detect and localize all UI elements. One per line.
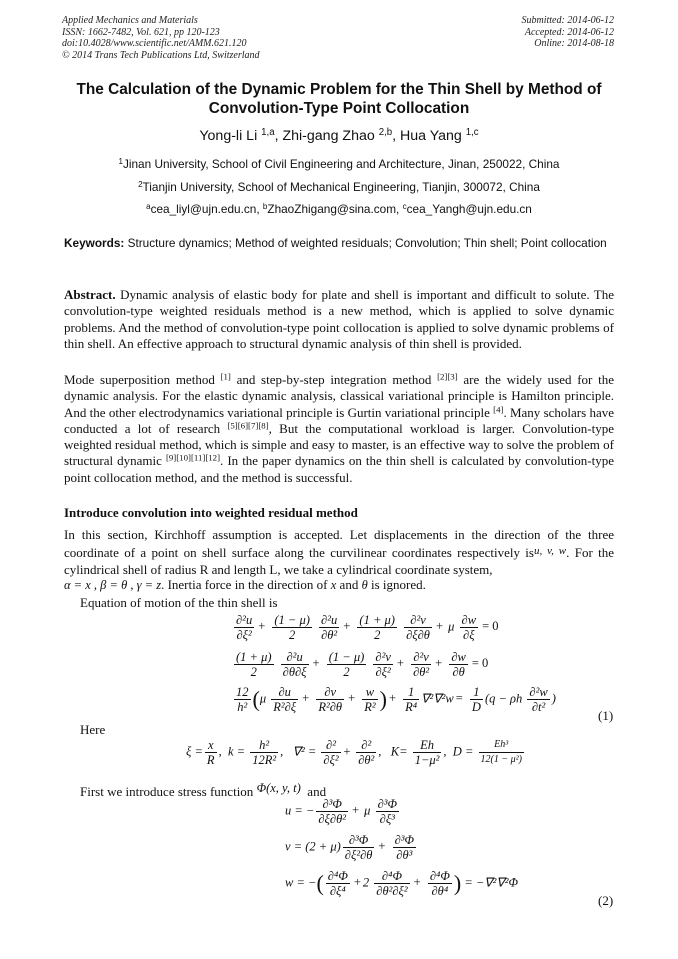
stress-function: Φ(x, y, t) (256, 781, 301, 795)
journal-issn: ISSN: 1662-7482, Vol. 621, pp 120-123 (62, 26, 220, 38)
author-list: Yong-li Li $^{1,a}$, Zhi-gang Zhao $^{2,b}$, Hua Yang $^{1,c}$ (199, 127, 479, 144)
submitted-date: Submitted: 2014-06-12 (521, 15, 614, 26)
affiliation-sup: 2 (138, 180, 143, 189)
definitions-row: ξ = $\frac{x}{R}$ , k = $\frac{\text{h²}}{\text{12R²}}$ , ∇² = $\frac{\text{∂²}}{\text{∂ξ²}}$ + $\frac{\text{∂²}}{\text{∂θ²}}$ , K= $\frac{Eh}{\text{1−μ²}}$ , D = $\frac{\text{Eh³}}{\text{12(1 − μ²)}}$ (186, 738, 522, 767)
intro-text: . Many scholars have conducted a lot of research (64, 404, 614, 436)
equation-intro: Equation of motion of the thin shell is (80, 595, 278, 610)
abstract-label: Abstract. (64, 287, 116, 302)
affiliation-2 (40, 180, 638, 194)
abstract (64, 287, 614, 352)
journal-copyright: © 2014 Trans Tech Publications Ltd, Switzerland (62, 49, 260, 61)
email-text: ZhaoZhigang@sina.com, (267, 202, 403, 216)
equation-1-row-2: $\frac{(1 + \mu)}{2}$ $\frac{\text{∂²u}}{\partial\theta\partial\xi}$ + $\frac{(1 - \mu)}{2}$ $\frac{\text{∂²v}}{\text{∂ξ²}}$ + $\frac{\text{∂²v}}{\text{∂θ²}}$ + $\frac{\partial w}{\partial\theta}$ = 0 (236, 650, 489, 679)
equation-2-row-3: w = −( $\frac{\text{∂⁴Φ}}{\text{∂ξ⁴}}$ + 2 $\frac{\text{∂⁴Φ}}{\text{∂θ²∂ξ²}}$ + $\frac{\text{∂⁴Φ}}{\text{∂θ⁴}}$ ) = −∇²∇²Φ (285, 869, 519, 898)
intro-text: are the widely used for the dynamic analysis. For the elastic dynamic analysis, classical variational principle is Hamilton principle. And the other electrodynamics variational principle is Gurtin variational principle (64, 372, 614, 420)
coordinate-system: α = x , β = θ , γ = z (64, 578, 162, 592)
accepted-date: Accepted: 2014-06-12 (524, 26, 614, 38)
math-var: θ (361, 578, 368, 592)
author-name: Zhi-gang Zhao (282, 128, 375, 144)
math-var: x (330, 578, 337, 592)
author-sup: 2,b (378, 127, 393, 139)
intro-text: , But the computational workload is larger. Convolution-type weighted residual method, which is simple and easy to master, is an effective way to solve the problem of structural dynamic (64, 420, 614, 469)
citation: [2][3] (437, 371, 458, 382)
here-label: Here (80, 722, 106, 737)
intro-text: . In the paper dynamics on the thin shell is calculated by convolution-type point collocation method, and the method is successful. (64, 453, 614, 485)
equation-number-1: (1) (598, 708, 614, 723)
email-sup: c (402, 202, 407, 211)
section-text: In this section, Kirchhoff assumption is accepted. Let displacements in the direction of the three coordinate of a point on shell surface along the curvilinear coordinates respectively is (64, 527, 614, 561)
email-text: cea_Yangh@ujn.edu.cn (406, 202, 532, 216)
section-heading: Introduce convolution into weighted residual method (64, 505, 358, 520)
citation: [4] (493, 404, 504, 415)
intro-paragraph (64, 372, 614, 486)
affiliation-1 (40, 157, 638, 171)
author-name: Yong-li Li (199, 128, 258, 144)
email-sup: a (146, 202, 151, 211)
equation-2-row-2: v = (2 + μ) $\frac{\text{∂³Φ}}{\text{∂ξ²∂θ}}$ + $\frac{\text{∂³Φ}}{\text{∂θ³}}$ (285, 833, 415, 862)
dates-info (522, 15, 615, 50)
keywords (64, 235, 614, 251)
intro-text: and step-by-step integration method (230, 372, 438, 387)
equation-2-row-1: u = − $\frac{\text{∂³Φ}}{\text{∂ξ∂θ²}}$ + μ $\frac{\text{∂³Φ}}{\text{∂ξ³}}$ (285, 797, 398, 826)
equation-number-2: (2) (598, 893, 614, 908)
email-sup: b (262, 202, 268, 211)
section-paragraph (64, 527, 614, 578)
section-text: and (307, 784, 327, 799)
section-text: is ignored. (367, 577, 426, 592)
paper-title: The Calculation of the Dynamic Problem for the Thin Shell by Method of Convolution-Type Point Collocation (76, 81, 602, 117)
coordinate-line (64, 577, 426, 593)
displacement-vars: u, v, w (533, 545, 567, 558)
section-text: First we introduce stress function (80, 784, 257, 799)
affiliation-text: Jinan University, School of Civil Engineering and Architecture, Jinan, 250022, China (122, 157, 560, 171)
citation: [1] (220, 371, 231, 382)
section-text: . For the cylindrical shell of radius R and length L, we take a cylindrical coordinate system, (64, 545, 615, 577)
online-date: Online: 2014-08-18 (534, 38, 614, 49)
keywords-text: Structure dynamics; Method of weighted residuals; Convolution; Thin shell; Point collocation (127, 236, 607, 250)
affiliation-text: Tianjin University, School of Mechanical Engineering, Tianjin, 300072, China (142, 180, 540, 194)
journal-doi: doi:10.4028/www.scientific.net/AMM.621.120 (62, 38, 247, 49)
journal-info (62, 15, 260, 61)
abstract-text: Dynamic analysis of elastic body for plate and shell is important and difficult to solute. The convolution-type weighted residuals method is a new method, which is applied to solve dynamic problems. And the method of convolution-type point collocation is applied to solve dynamic problems of thin shell. An effective approach to structural dynamic analysis of thin shell is provided. (64, 287, 615, 351)
email-line (40, 202, 638, 216)
section-text: and (336, 577, 362, 592)
affiliation-sup: 1 (118, 157, 123, 166)
section-text: . Inertia force in the direction of (161, 577, 331, 592)
email-text: cea_liyl@ujn.edu.cn, (150, 202, 263, 216)
author-sup: 1,c (465, 127, 479, 139)
author-name: Hua Yang (400, 128, 462, 144)
keywords-label: Keywords: (64, 236, 125, 250)
author-sup: 1,a (261, 127, 275, 139)
equation-1-row-1: $\frac{\text{∂²u}}{\text{∂ξ²}}$ + $\frac{(1 - \mu)}{2}$ $\frac{\text{∂²u}}{\text{∂θ²}}$ + $\frac{(1 + \mu)}{2}$ $\frac{\text{∂²v}}{\partial\xi\partial\theta}$ + μ $\frac{\partial w}{\partial\xi}$ = 0 (236, 613, 499, 642)
equation-1-row-3: $\frac{12}{\text{h²}}$ (μ $\frac{\partial u}{\text{R²∂ξ}}$ + $\frac{\partial v}{\text{R²∂θ}}$ + $\frac{w}{\text{R²}}$ ) + $\frac{1}{\text{R⁴}}$ ∇²∇²w = $\frac{1}{D}$ (q − ρh $\frac{\text{∂²w}}{\text{∂t²}}$ ) (236, 685, 556, 714)
citation: [5][6][7][8] (227, 420, 269, 431)
intro-text: Mode superposition method (64, 372, 221, 387)
journal-name: Applied Mechanics and Materials (62, 15, 198, 26)
citation: [9][10][11][12] (165, 453, 221, 464)
